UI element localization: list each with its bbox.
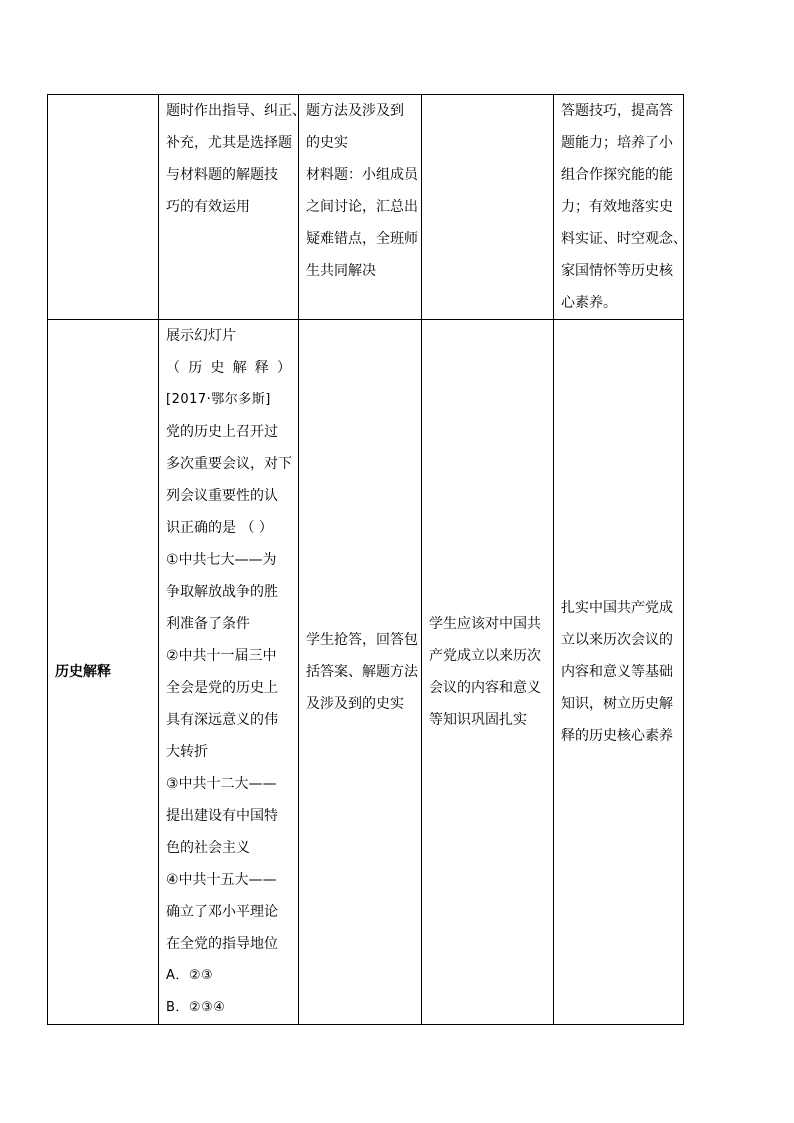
cell-design-intent	[422, 95, 554, 320]
section-label: 历史解释	[55, 664, 111, 680]
cell-teacher-activity: 题时作出指导、纠正、 补充，尤其是选择题 与材料题的解题技 巧的有效运用	[159, 95, 299, 320]
table-row	[48, 95, 684, 320]
cell-student-activity: 学生抢答，回答包 括答案、解题方法 及涉及到的史实	[299, 320, 422, 1025]
cell-student-activity: 题方法及涉及到 的史实 材料题：小组成员 之间讨论，汇总出 疑难错点，全班师 生共同解决	[299, 95, 422, 320]
question-item: ②中共十一届三中	[166, 648, 277, 664]
cell-section-label	[48, 320, 159, 1025]
option-b: B．②③④	[166, 1000, 226, 1015]
cell-goal: 答题技巧，提高答 题能力；培养了小 组合作探究能的能 力；有效地落实史 料实证、时空观念、 家国情怀等历史核 心素养。	[554, 95, 684, 320]
cell-section-label	[48, 95, 159, 320]
question-item: ③中共十二大——	[166, 776, 277, 792]
question-source: [2017·鄂尔多斯]	[166, 392, 271, 407]
table-row	[48, 320, 684, 1025]
cell-teacher-activity: 展示幻灯片 （历史解释） [2017·鄂尔多斯] 党的历史上召开过 多次重要会议，对下 列会议重要性的认 识正确的是 （ ） ①中共七大——为 争取解放战争的胜 利准备了条件 ②中共十一届三中 全会是党的历史上 具有深远意义的伟 大转折 ③中共十二大—— 提出建设有中国特 色的社会主义 ④中共十五大—— 确立了邓小平理论 在全党的指导地位 A．②③ B．②③④	[159, 320, 299, 1025]
lesson-plan-table	[47, 94, 687, 1025]
cell-goal: 扎实中国共产党成 立以来历次会议的 内容和意义等基础 知识，树立历史解 释的历史核心素养	[554, 320, 684, 1025]
cell-design-intent: 学生应该对中国共 产党成立以来历次 会议的内容和意义 等知识巩固扎实	[422, 320, 554, 1025]
question-intro: 展示幻灯片	[166, 328, 236, 344]
option-a: A．②③	[166, 968, 214, 983]
question-item: ①中共七大——为	[166, 552, 277, 568]
question-type: （历史解释）	[166, 360, 291, 376]
question-item: ④中共十五大——	[166, 872, 277, 888]
question-stem: 党的历史上召开过	[166, 424, 278, 440]
